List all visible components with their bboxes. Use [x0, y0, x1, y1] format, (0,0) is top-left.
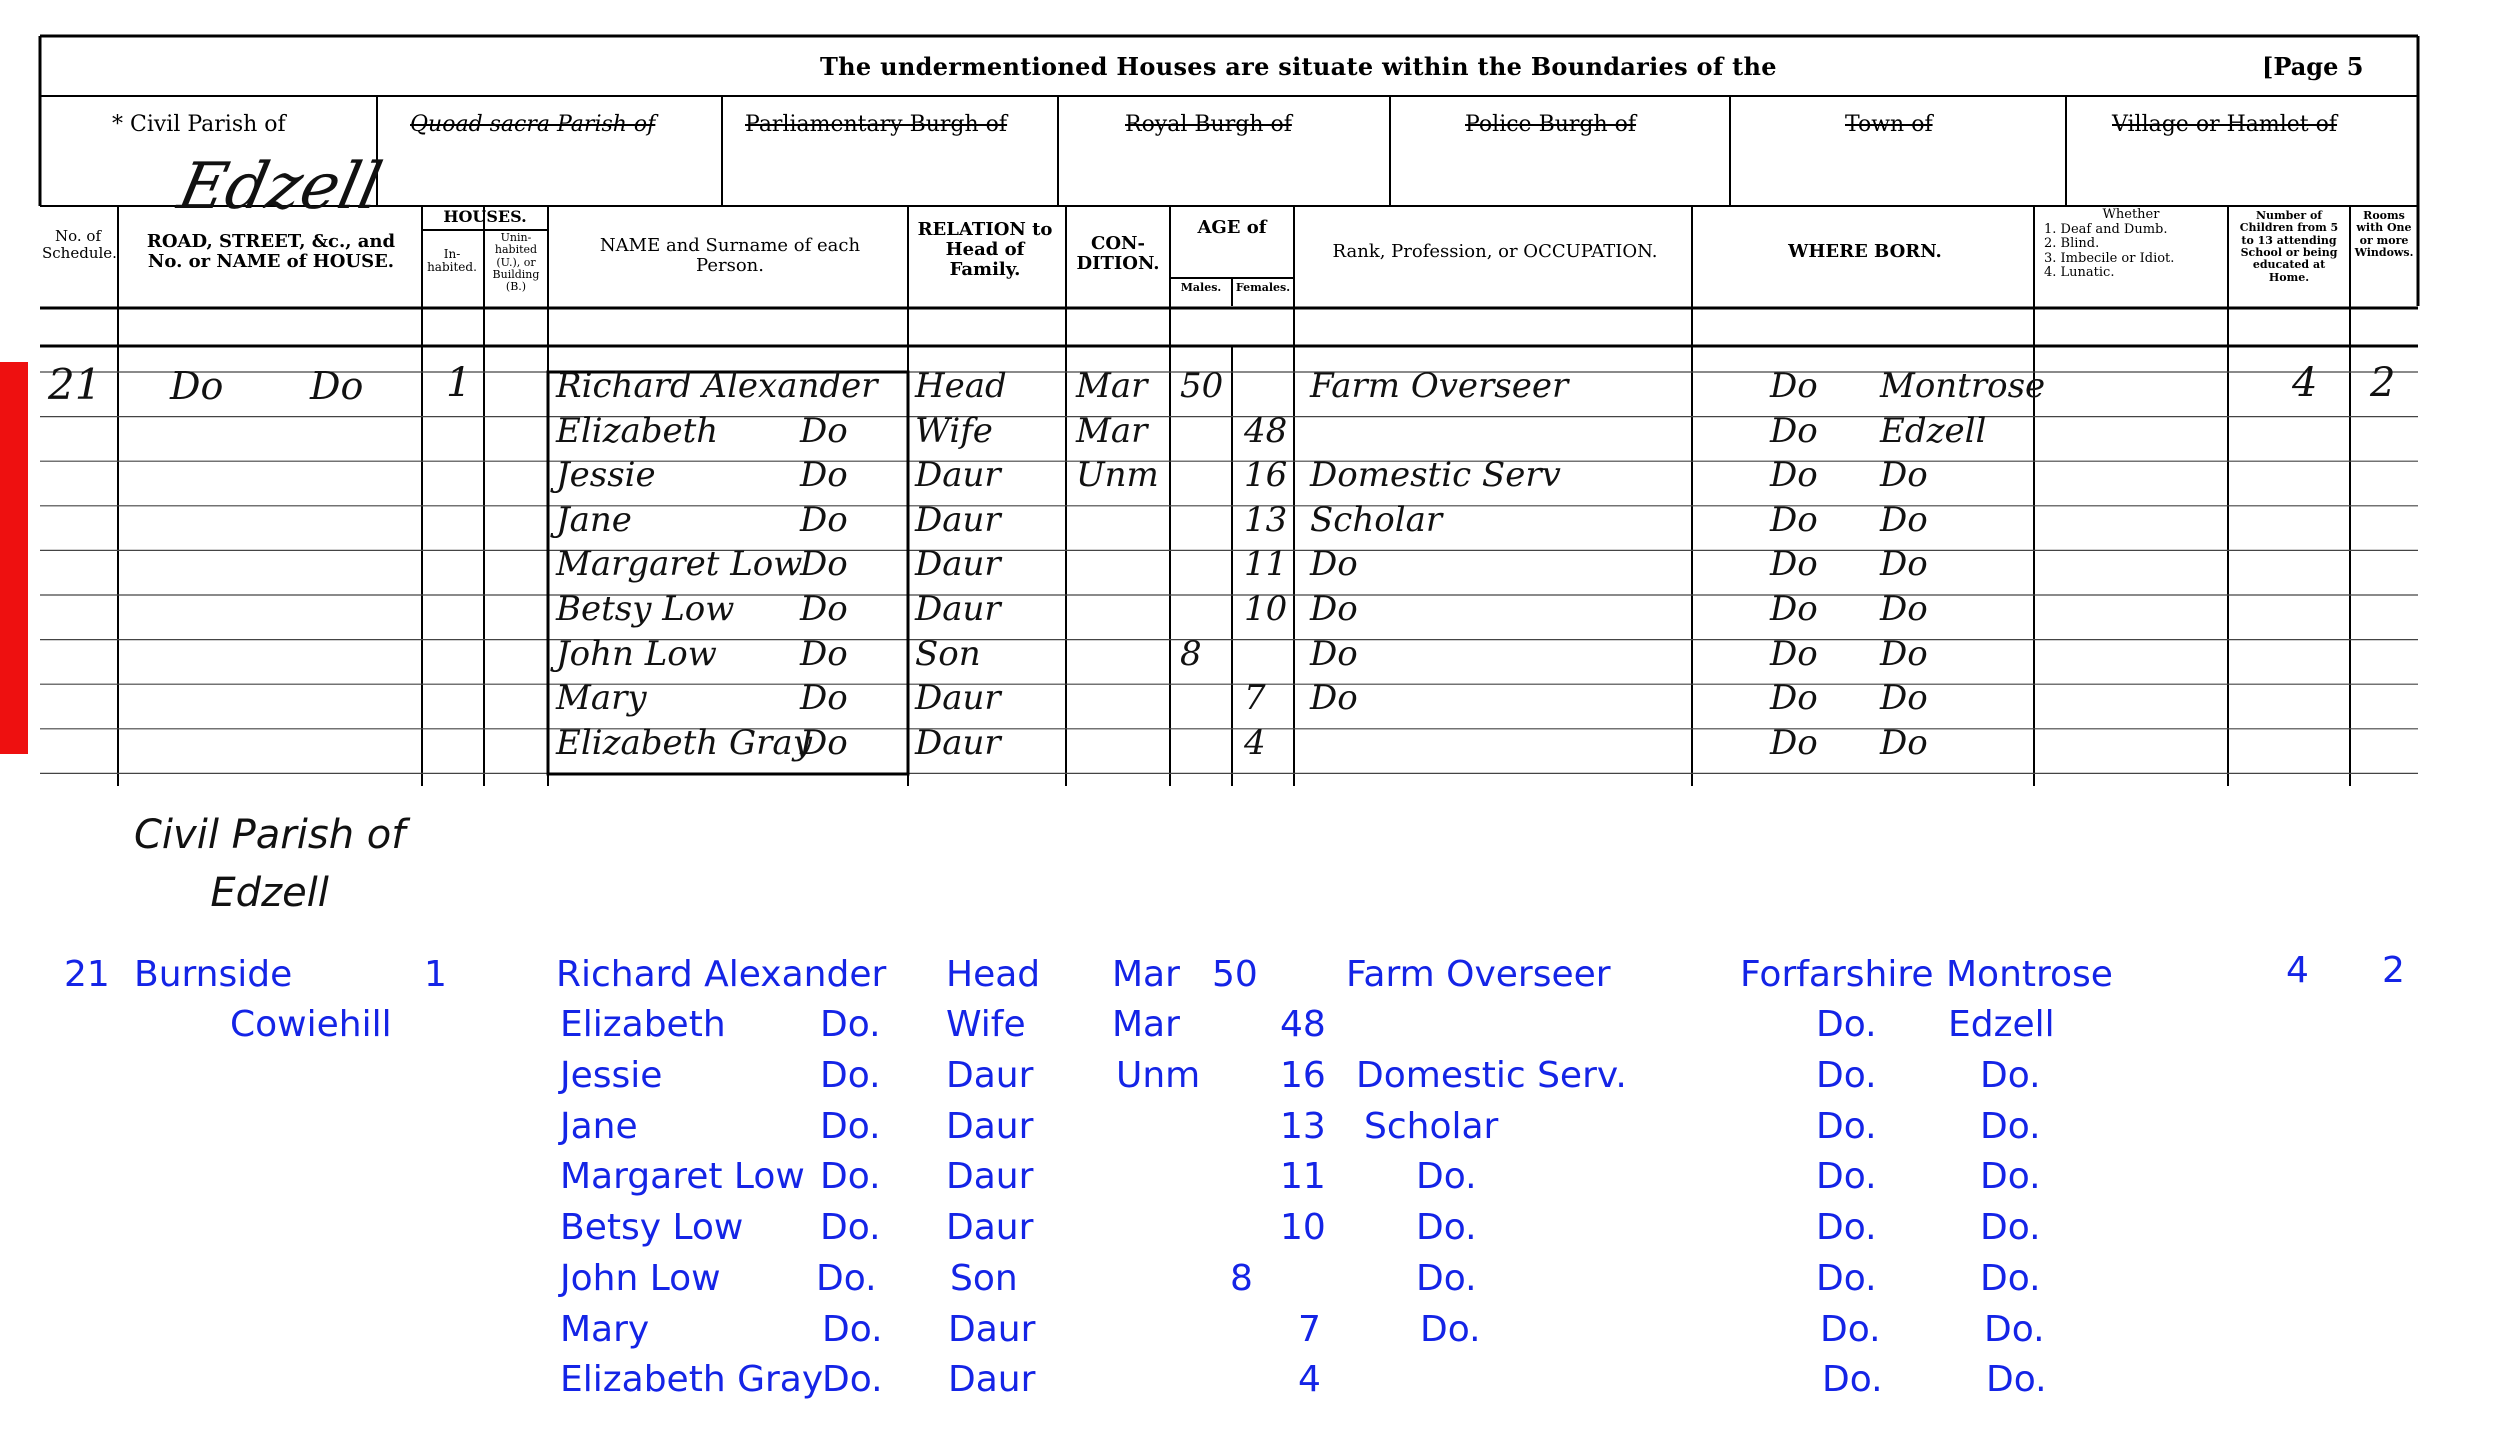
hw-born-b: Do: [1880, 499, 1928, 540]
hw-born-a: Do: [1770, 678, 1818, 719]
tr-name: Jessie: [560, 1055, 663, 1096]
tr-name: Richard Alexander: [556, 954, 887, 995]
civil-parish-handwritten: Edzell: [172, 150, 389, 224]
hw-born-a: Do: [1770, 455, 1818, 496]
tr-name: Mary: [560, 1309, 650, 1350]
hw-male-age: 8: [1180, 633, 1202, 674]
tr-relation: Son: [950, 1258, 1018, 1299]
hw-road-a: Do: [170, 364, 224, 408]
hw-surname: Do: [800, 633, 848, 674]
tr-relation: Daur: [946, 1055, 1034, 1096]
hw-schedule: 21: [48, 360, 102, 409]
hw-born-b: Do: [1880, 678, 1928, 719]
col-females-header: Females.: [1235, 281, 1291, 294]
hw-relation: Daur: [915, 678, 1001, 719]
tr-female-age: 7: [1298, 1309, 1321, 1350]
hw-surname: Do: [800, 410, 848, 451]
tr-parish: Do.: [1980, 1055, 2041, 1096]
hw-relation: Daur: [915, 455, 1001, 496]
tr-surname: Do.: [820, 1004, 881, 1045]
page-number: [Page 5: [2262, 52, 2364, 81]
hw-female-age: 16: [1244, 455, 1288, 496]
hw-relation: Daur: [915, 499, 1001, 540]
hw-born-a: Do: [1770, 544, 1818, 585]
hw-surname: Do: [800, 455, 848, 496]
whether-4: 4. Lunatic.: [2044, 265, 2115, 281]
hw-born-b: Do: [1880, 589, 1928, 629]
tr-parish: Do.: [1984, 1309, 2045, 1350]
whether-3: 3. Imbecile or Idiot.: [2044, 250, 2175, 266]
tr-relation: Daur: [946, 1156, 1034, 1197]
hw-name: Margaret Low: [556, 544, 803, 585]
tr-parish: Do.: [1980, 1156, 2041, 1197]
tr-road-2: Cowiehill: [230, 1004, 392, 1045]
tr-name: Elizabeth: [560, 1004, 726, 1045]
tr-county: Do.: [1816, 1004, 1877, 1045]
whether-2: 2. Blind.: [2044, 236, 2100, 252]
hw-name: John Low: [556, 633, 717, 674]
civil-parish-label: * Civil Parish of: [112, 112, 286, 137]
hw-female-age: 11: [1244, 544, 1288, 585]
tr-occupation: Scholar: [1364, 1106, 1499, 1147]
village-label: Village or Hamlet of: [2112, 112, 2338, 137]
tr-name: Betsy Low: [560, 1207, 744, 1248]
hw-name: Richard Alexander: [556, 366, 878, 406]
tr-occupation: Farm Overseer: [1346, 954, 1611, 995]
form-title: The undermentioned Houses are situate within the Boundaries of the: [820, 52, 1777, 81]
tr-male-age: 50: [1212, 954, 1258, 995]
hw-relation: Daur: [915, 544, 1001, 585]
tr-parish: Do.: [1980, 1207, 2041, 1248]
royal-burgh-label: Royal Burgh of: [1125, 112, 1292, 137]
tr-surname: Do.: [822, 1309, 883, 1350]
tr-parish: Do.: [1986, 1359, 2047, 1400]
tr-road-1: Burnside: [134, 954, 293, 995]
row-highlight-bar: [0, 362, 28, 754]
tr-county: Do.: [1816, 1055, 1877, 1096]
col-occupation-header: Rank, Profession, or OCCUPATION.: [1332, 241, 1658, 262]
hw-born-a: Do: [1770, 589, 1818, 629]
hw-born-a: Do: [1770, 410, 1818, 451]
tr-female-age: 11: [1280, 1156, 1326, 1197]
tr-occupation: Do.: [1416, 1258, 1477, 1299]
hw-occupation: Do: [1310, 544, 1358, 585]
col-condition-header: CON-DITION.: [1076, 233, 1160, 275]
hw-occupation: Do: [1310, 678, 1358, 719]
tr-surname: Do.: [820, 1156, 881, 1197]
hw-name: Betsy Low: [556, 589, 735, 629]
hw-relation: Daur: [915, 589, 1001, 629]
hw-born-a: Do: [1770, 633, 1818, 674]
hw-occupation: Farm Overseer: [1310, 366, 1569, 406]
tr-county: Do.: [1816, 1207, 1877, 1248]
hw-female-age: 48: [1244, 410, 1288, 451]
col-whether-header: [2036, 208, 2226, 281]
hw-surname: Do: [800, 544, 848, 585]
hw-born-b: Montrose: [1880, 366, 2046, 406]
hw-relation: Son: [915, 633, 981, 674]
hw-born-b: Edzell: [1880, 410, 1987, 451]
tr-name: John Low: [560, 1258, 721, 1299]
col-houses-header: HOUSES.: [443, 207, 527, 226]
col-road-header: ROAD, STREET, &c., and No. or NAME of HOUSE.: [146, 231, 396, 273]
tr-condition: Mar: [1112, 954, 1180, 995]
hw-female-age: 4: [1244, 722, 1266, 763]
hw-born-b: Do: [1880, 544, 1928, 585]
hw-children: 4: [2292, 360, 2318, 406]
tr-rooms: 2: [2382, 950, 2405, 991]
tr-relation: Daur: [946, 1106, 1034, 1147]
parliamentary-burgh-label: Parliamentary Burgh of: [745, 112, 1008, 137]
caption: [134, 806, 405, 922]
hw-born-b: Do: [1880, 455, 1928, 496]
hw-born-a: Do: [1770, 722, 1818, 763]
tr-schedule: 21: [64, 954, 110, 995]
quoad-sacra-label: Quoad sacra Parish of: [410, 112, 656, 137]
hw-surname: Do: [800, 589, 848, 629]
col-age-header: AGE of: [1197, 217, 1267, 238]
tr-female-age: 48: [1280, 1004, 1326, 1045]
hw-name: Elizabeth Gray: [556, 722, 812, 763]
hw-name: Jane: [556, 499, 632, 540]
tr-name: Elizabeth Gray: [560, 1359, 824, 1400]
hw-relation: Head: [915, 366, 1007, 406]
col-males-header: Males.: [1180, 281, 1222, 294]
tr-surname: Do.: [820, 1055, 881, 1096]
col-inhabited-header: In-habited.: [427, 247, 477, 275]
hw-condition: Mar: [1076, 410, 1148, 451]
hw-relation: Daur: [915, 722, 1001, 763]
whether-title: Whether: [2102, 207, 2160, 222]
tr-condition: Unm: [1116, 1055, 1201, 1096]
hw-occupation: Do: [1310, 633, 1358, 674]
tr-occupation: Do.: [1416, 1207, 1477, 1248]
tr-name: Margaret Low: [560, 1156, 805, 1197]
hw-born-b: Do: [1880, 722, 1928, 763]
tr-parish: Edzell: [1948, 1004, 2055, 1045]
col-born-header: WHERE BORN.: [1788, 241, 1942, 262]
tr-name: Jane: [560, 1106, 638, 1147]
tr-county: Do.: [1816, 1258, 1877, 1299]
tr-female-age: 10: [1280, 1207, 1326, 1248]
col-schedule-header: No. of Schedule.: [42, 227, 117, 262]
hw-inhabited: 1: [446, 360, 472, 406]
tr-surname: Do.: [820, 1106, 881, 1147]
tr-parish: Do.: [1980, 1258, 2041, 1299]
hw-name: Jessie: [556, 455, 656, 496]
hw-condition: Mar: [1076, 366, 1148, 406]
hw-surname: Do: [800, 722, 848, 763]
tr-parish: Montrose: [1946, 954, 2113, 995]
hw-born-a: Do: [1770, 366, 1818, 406]
hw-female-age: 10: [1244, 589, 1288, 629]
tr-surname: Do.: [816, 1258, 877, 1299]
hw-occupation: Scholar: [1310, 499, 1443, 540]
tr-surname: Do.: [820, 1207, 881, 1248]
hw-rooms: 2: [2370, 360, 2396, 406]
col-relation-header: RELATION to Head of Family.: [917, 219, 1053, 281]
tr-condition: Mar: [1112, 1004, 1180, 1045]
tr-inhabited: 1: [424, 954, 447, 995]
tr-female-age: 16: [1280, 1055, 1326, 1096]
tr-county: Do.: [1820, 1309, 1881, 1350]
tr-relation: Daur: [948, 1359, 1036, 1400]
caption-line1: Civil Parish of: [134, 812, 406, 858]
col-children-header: Number of Children from 5 to 13 attending School or being educated at Home.: [2239, 209, 2339, 284]
tr-county: Do.: [1816, 1106, 1877, 1147]
hw-male-age: 50: [1180, 366, 1224, 406]
hw-surname: Do: [800, 678, 848, 719]
tr-relation: Wife: [946, 1004, 1026, 1045]
hw-born-b: Do: [1880, 633, 1928, 674]
hw-name: Elizabeth: [556, 410, 719, 451]
col-uninhabited-header: Unin-habited (U.), or Building (B.): [492, 231, 540, 294]
tr-county: Forfarshire: [1740, 954, 1934, 995]
hw-condition: Unm: [1076, 455, 1159, 496]
col-name-header: NAME and Surname of each Person.: [599, 235, 861, 277]
whether-1: 1. Deaf and Dumb.: [2044, 221, 2168, 237]
tr-occupation: Domestic Serv.: [1356, 1055, 1627, 1096]
hw-female-age: 7: [1244, 678, 1266, 719]
caption-line2: Edzell: [210, 870, 329, 916]
tr-county: Do.: [1816, 1156, 1877, 1197]
hw-born-a: Do: [1770, 499, 1818, 540]
hw-name: Mary: [556, 678, 647, 719]
tr-surname: Do.: [822, 1359, 883, 1400]
tr-relation: Daur: [946, 1207, 1034, 1248]
col-rooms-header: Rooms with One or more Windows.: [2354, 209, 2414, 259]
town-label: Town of: [1845, 112, 1933, 137]
tr-relation: Head: [946, 954, 1041, 995]
tr-children: 4: [2286, 950, 2309, 991]
tr-occupation: Do.: [1416, 1156, 1477, 1197]
tr-relation: Daur: [948, 1309, 1036, 1350]
hw-female-age: 13: [1244, 499, 1288, 540]
tr-female-age: 4: [1298, 1359, 1321, 1400]
tr-occupation: Do.: [1420, 1309, 1481, 1350]
police-burgh-label: Police Burgh of: [1465, 112, 1637, 137]
hw-occupation: Domestic Serv: [1310, 455, 1561, 496]
tr-county: Do.: [1822, 1359, 1883, 1400]
hw-surname: Do: [800, 499, 848, 540]
tr-male-age: 8: [1230, 1258, 1253, 1299]
hw-occupation: Do: [1310, 589, 1358, 629]
tr-female-age: 13: [1280, 1106, 1326, 1147]
tr-parish: Do.: [1980, 1106, 2041, 1147]
hw-road-b: Do: [310, 364, 364, 408]
hw-relation: Wife: [915, 410, 993, 451]
